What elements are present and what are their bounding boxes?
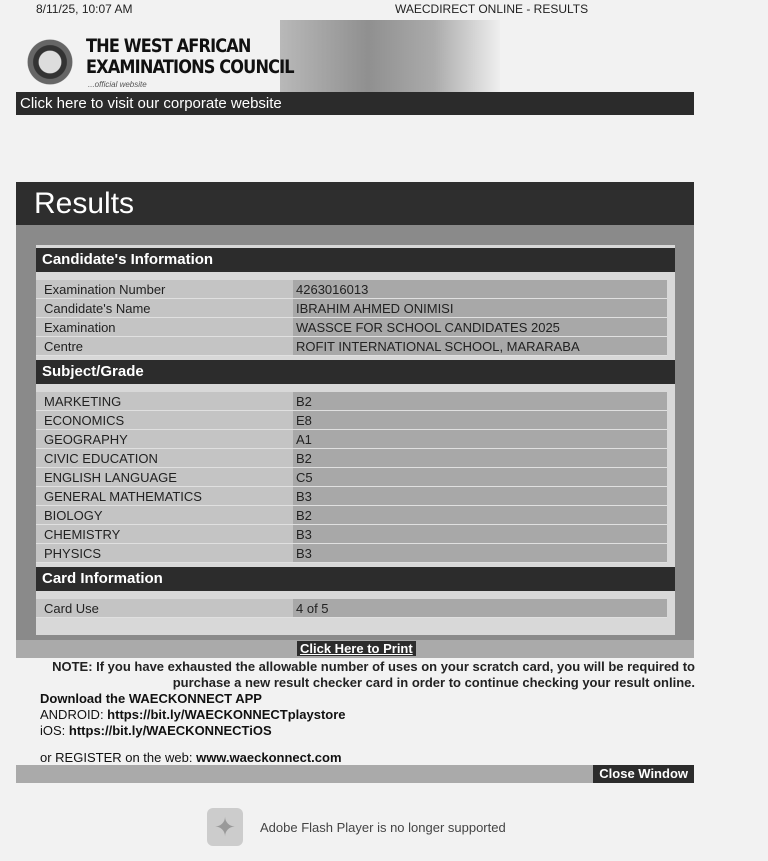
header-banner-image (280, 20, 500, 92)
org-name-line2: EXAMINATIONS COUNCIL (86, 56, 294, 78)
ios-label: iOS: (40, 723, 69, 738)
row-value: 4263016013 (293, 280, 667, 299)
row-value: E8 (293, 411, 667, 430)
org-name (86, 36, 294, 78)
row-label: ECONOMICS (36, 411, 293, 430)
ios-link[interactable]: https://bit.ly/WAECKONNECTiOS (68, 723, 272, 738)
row-value: B3 (293, 525, 667, 544)
candidate-row (36, 318, 675, 337)
row-label: Card Use (36, 599, 293, 618)
row-value: A1 (293, 430, 667, 449)
results-content (36, 245, 675, 635)
subjects-row (36, 430, 675, 449)
subjects-row (36, 468, 675, 487)
row-label: Centre (36, 337, 293, 356)
row-label: Examination Number (36, 280, 293, 299)
subjects-row (36, 487, 675, 506)
note-line1: NOTE: If you have exhausted the allowable number of uses on your scratch card, you will be required to (52, 659, 695, 674)
subjects-row (36, 449, 675, 468)
row-label: GENERAL MATHEMATICS (36, 487, 293, 506)
row-label: BIOLOGY (36, 506, 293, 525)
row-label: MARKETING (36, 392, 293, 411)
flash-unsupported-message: Adobe Flash Player is no longer supported (260, 820, 506, 835)
row-label: Examination (36, 318, 293, 337)
card-info-heading: Card Information (36, 567, 675, 591)
results-panel (16, 182, 694, 640)
row-value: B2 (293, 449, 667, 468)
row-label: CHEMISTRY (36, 525, 293, 544)
android-label: ANDROID: (40, 707, 108, 722)
row-label: CIVIC EDUCATION (36, 449, 293, 468)
download-heading: Download the WAECKONNECT APP (40, 691, 262, 706)
subjects-row (36, 392, 675, 411)
close-window-button[interactable]: Close Window (593, 765, 694, 783)
corporate-website-link[interactable]: Click here to visit our corporate website (16, 92, 694, 115)
org-name-line1: THE WEST AFRICAN (86, 35, 251, 57)
results-title: Results (16, 182, 694, 225)
row-label: PHYSICS (36, 544, 293, 563)
candidate-row (36, 299, 675, 318)
print-button[interactable]: Click Here to Print (297, 641, 416, 656)
row-value: 4 of 5 (293, 599, 667, 618)
row-value: WASSCE FOR SCHOOL CANDIDATES 2025 (293, 318, 667, 337)
card-row (36, 599, 675, 618)
row-value: IBRAHIM AHMED ONIMISI (293, 299, 667, 318)
subjects-row (36, 544, 675, 563)
row-value: ROFIT INTERNATIONAL SCHOOL, MARARABA (293, 337, 667, 356)
subjects-row (36, 525, 675, 544)
note-line2: purchase a new result checker card in order to continue checking your result online. (172, 675, 695, 690)
subject-grade-heading: Subject/Grade (36, 360, 675, 384)
flash-plugin-icon: ✦ (207, 808, 243, 846)
row-value: B2 (293, 506, 667, 525)
android-link[interactable]: https://bit.ly/WAECKONNECTplaystore (107, 707, 346, 722)
row-label: GEOGRAPHY (36, 430, 293, 449)
register-label: or REGISTER on the web: (40, 750, 197, 765)
print-page-title: WAECDIRECT ONLINE - RESULTS (395, 2, 589, 16)
waec-logo-icon (24, 36, 76, 88)
row-value: B3 (293, 544, 667, 563)
row-value: C5 (293, 468, 667, 487)
row-label: ENGLISH LANGUAGE (36, 468, 293, 487)
subjects-row (36, 411, 675, 430)
tagline: ...official website (88, 80, 147, 89)
subjects-row (36, 506, 675, 525)
row-value: B3 (293, 487, 667, 506)
print-datetime: 8/11/25, 10:07 AM (36, 2, 133, 16)
candidate-row (36, 280, 675, 299)
row-value: B2 (293, 392, 667, 411)
row-label: Candidate's Name (36, 299, 293, 318)
candidate-row (36, 337, 675, 356)
candidate-info-heading: Candidate's Information (36, 248, 675, 272)
register-link[interactable]: www.waeckonnect.com (196, 750, 342, 765)
